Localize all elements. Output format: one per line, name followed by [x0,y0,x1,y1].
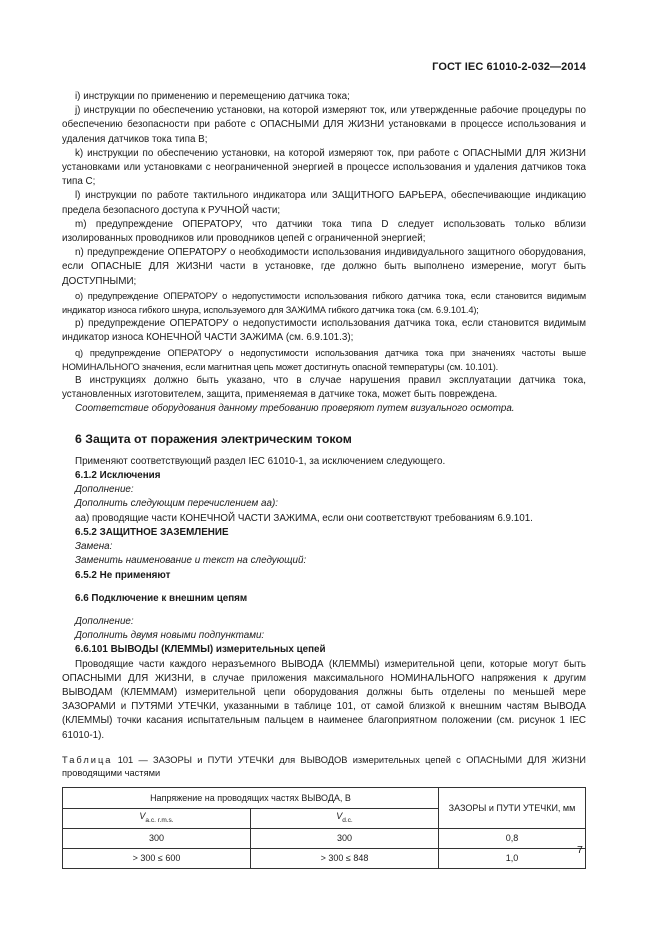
clause-612-addition: Дополнение: [75,484,134,496]
clause-66-heading: 6.6 Подключение к внешним цепям [75,592,248,604]
list-item-n: n) предупреждение ОПЕРАТОРУ о необходимости использования индивидуального защитного оборудования, если ОПАСНЫЕ ДЛЯ ЖИЗНИ части в установке, где должно быть выполнено измерение, могут быть ДОСТУПНЫМИ; [62,247,586,287]
clause-652-replace: Замена: [75,541,113,553]
list-item-m: m) предупреждение ОПЕРАТОРУ, что датчики тока типа D следует использовать только вблизи изолированных проводников или проводников цепей с ограниченной энергией; [62,218,586,245]
clearance-table [62,787,586,869]
table-row [63,828,586,848]
table-caption [62,754,586,780]
clause-612-item: аа) проводящие части КОНЕЧНОЙ ЧАСТИ ЗАЖИМА, если они соответствуют требованиям 6.9.101. [75,512,533,524]
clause-652-instruction: Заменить наименование и текст на следующий: [75,555,307,567]
table-cell: 1,0 [439,848,586,868]
conformity-note: Соответствие оборудования данному требованию проверяют путем визуального осмотра. [75,403,515,415]
list-item-q: q) предупреждение ОПЕРАТОРУ о недопустимости использования датчика тока при значениях частоты выше НОМИНАЛЬНОГО значения, если магнитная цепь может достигнуть опасной температуры (см. 10.101). [62,347,586,372]
standard-header: ГОСТ IEC 61010-2-032—2014 [432,61,586,73]
list-item-p: p) предупреждение ОПЕРАТОРУ о недопустимости использования датчика тока, если становится видимым индикатор износа КОНЕЧНОЙ ЧАСТИ ЗАЖИМА (см. 6.9.101.3); [62,318,586,344]
list-item-k: k) инструкции по обеспечению установки, на которой измеряют ток, при работе с ОПАСНЫМИ ДЛЯ ЖИЗНИ установками или установками с неограниченной энергией в процессе использования и удаления датчиков тока типа C; [62,147,586,188]
clause-66-instruction: Дополнить двумя новыми подпунктами: [75,630,265,642]
clause-612-heading: 6.1.2 Исключения [75,470,161,482]
list-item-l: l) инструкции по работе тактильного индикатора или ЗАЩИТНОГО БАРЬЕРА, обеспечивающие индикацию предела безопасного доступа к РУЧНОЙ части; [62,190,586,216]
table-caption-label: Таблица [62,754,113,765]
list-item-i: i) инструкции по применению и перемещению датчика тока; [75,91,350,102]
table-header-ac: $V_{a.c. r.m.s.}$ [63,808,251,828]
section-6-intro: Применяют соответствующий раздел IEC 61010-1, за исключением следующего. [75,455,446,467]
clause-612-instruction: Дополнить следующим перечислением аа): [75,498,278,510]
table-row [63,848,586,868]
page-content [62,90,586,869]
table-cell: > 300 ≤ 600 [63,848,251,868]
clause-66-addition: Дополнение: [75,615,134,627]
table-header-dc: $V_{d.c.}$ [251,808,439,828]
table-caption-text: 101 — ЗАЗОРЫ и ПУТИ УТЕЧКИ для ВЫВОДОВ измерительных цепей с ОПАСНЫМИ ДЛЯ ЖИЗНИ проводящими частями [62,754,586,778]
table-header-clearance: ЗАЗОРЫ и ПУТИ УТЕЧКИ, мм [439,787,586,828]
table-header-voltage: Напряжение на проводящих частях ВЫВОДА, В [63,787,439,808]
table-cell: 0,8 [439,828,586,848]
list-item-o: o) предупреждение ОПЕРАТОРУ о недопустимости использования гибкого датчика тока, если становится видимым индикатор износа гибкого шнура, используемого для ЗАЖИМА гибкого датчика тока (см. 6.9.101.4); [62,290,586,316]
clause-66101-heading: 6.6.101 ВЫВОДЫ (КЛЕММЫ) измерительных цепей [75,644,326,656]
page-number: 7 [577,844,583,856]
table-cell: > 300 ≤ 848 [251,848,439,868]
clause-652-heading: 6.5.2 ЗАЩИТНОЕ ЗАЗЕМЛЕНИЕ [75,526,229,538]
table-cell: 300 [251,828,439,848]
clause-652-new-heading: 6.5.2 Не применяют [75,569,171,581]
table-cell: 300 [63,828,251,848]
clause-66101-text: Проводящие части каждого неразъемного ВЫВОДА (КЛЕММЫ) измерительной цепи, которые могут быть ОПАСНЫМИ ДЛЯ ЖИЗНИ, в случае приложения максимального НОМИНАЛЬНОГО напряжения к другим ВЫВОДАМ (КЛЕММАМ) измерительной цепи оборудования должны быть отделены по меньшей мере ЗАЗОРАМИ и ПУТЯМИ УТЕЧКИ, указанными в таблице 101, от самой близкой к внешним частям ВЫВОДА (КЛЕММЫ) точки касания испытательным пальцем в наименее благоприятном положении (см. рисунок 1 IEC 61010-1). [62,658,586,741]
list-item-j: j) инструкции по обеспечению установки, на которой измеряют ток, или утвержденные рабочие процедуры по обеспечению безопасности при работе с ОПАСНЫМИ ДЛЯ ЖИЗНИ установками в процессе использования и удаления датчиков тока типа B; [62,105,586,145]
section-6-heading: 6 Защита от поражения электрическим током [75,431,352,446]
instructions-paragraph: В инструкциях должно быть указано, что в случае нарушения правил эксплуатации датчика тока, установленных изготовителем, защита, применяемая в датчике тока, может быть повреждена. [62,375,586,401]
